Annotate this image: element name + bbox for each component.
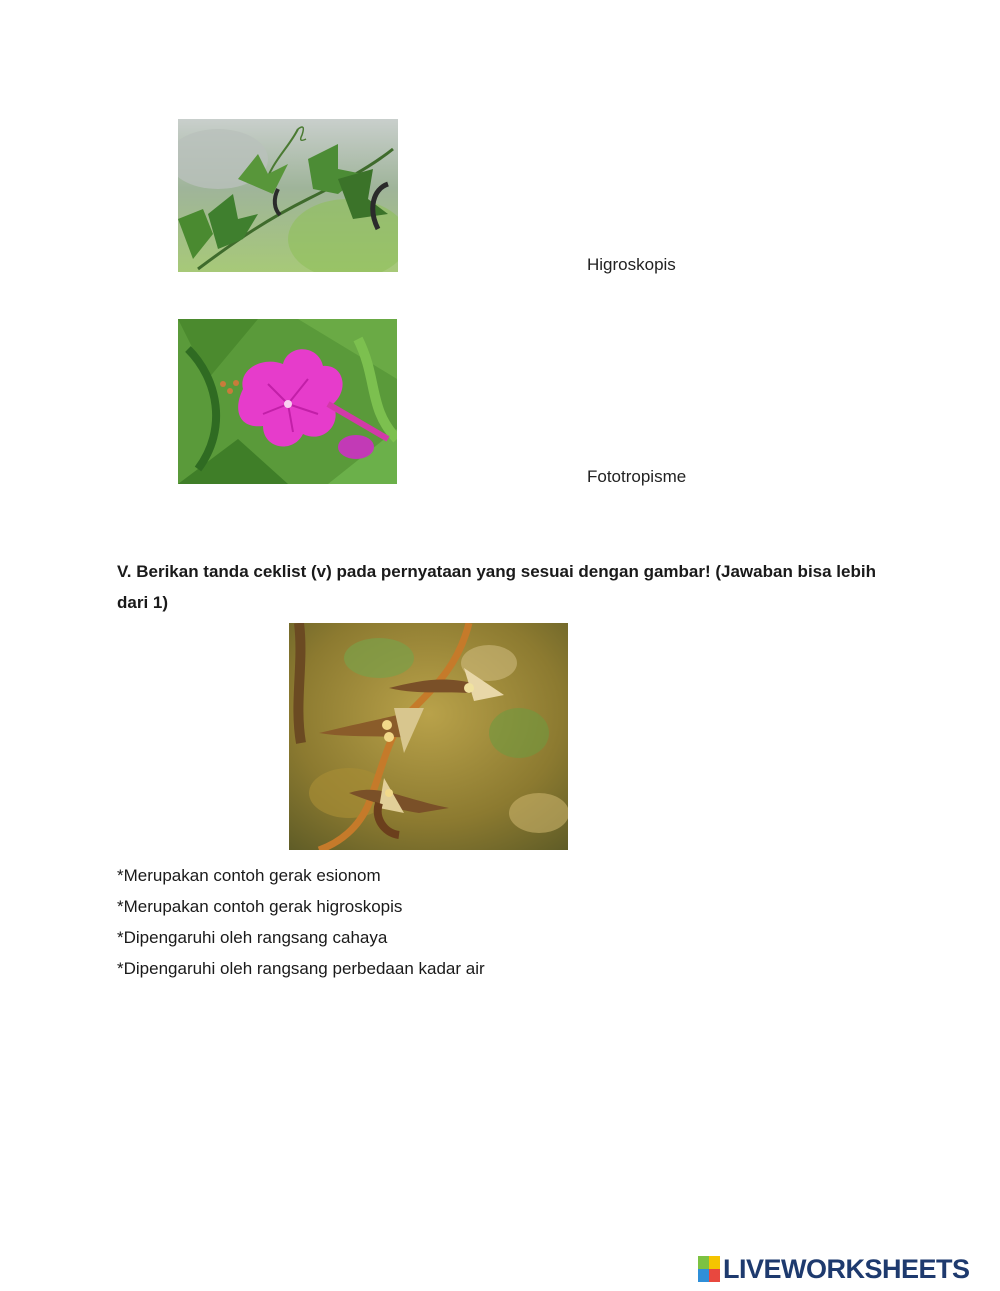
match-label-fototropisme: Fototropisme <box>587 467 687 486</box>
liveworksheets-logo-text: LIVEWORKSHEETS <box>723 1253 970 1284</box>
vine-tendril-photo <box>178 119 398 272</box>
liveworksheets-logo <box>698 1254 970 1284</box>
checklist-options <box>117 860 485 984</box>
section-v-question: V. Berikan tanda ceklist (v) pada pernyataan yang sesuai dengan gambar! (Jawaban bisa lebih dari 1) <box>117 562 876 612</box>
option-gerak-higroskopis[interactable]: *Merupakan contoh gerak higroskopis <box>117 897 403 916</box>
liveworksheets-logo-mark-icon <box>698 1256 720 1282</box>
option-rangsang-kadar-air[interactable]: *Dipengaruhi oleh rangsang perbedaan kadar air <box>117 959 485 978</box>
pink-flower-photo <box>178 319 397 484</box>
seed-pod-photo <box>289 623 568 850</box>
option-gerak-esionom[interactable]: *Merupakan contoh gerak esionom <box>117 866 381 885</box>
option-rangsang-cahaya[interactable]: *Dipengaruhi oleh rangsang cahaya <box>117 928 388 947</box>
match-label-higroskopis: Higroskopis <box>587 255 676 274</box>
